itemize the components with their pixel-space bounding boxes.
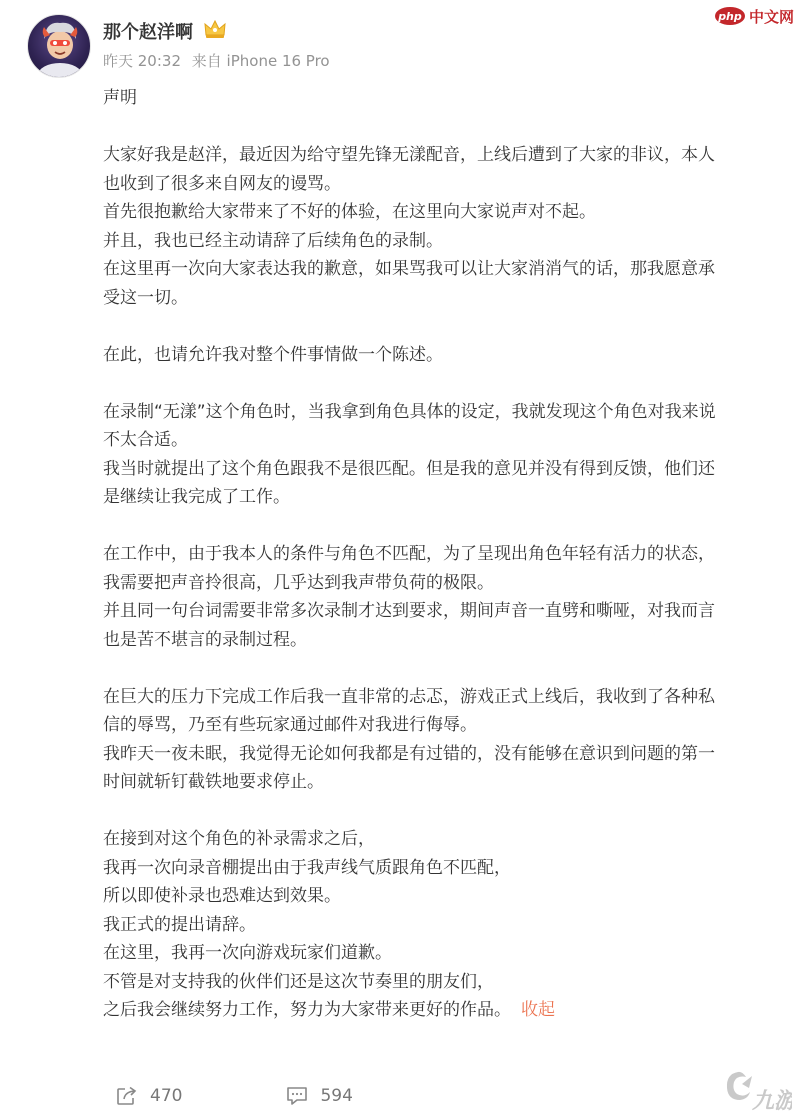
text-line: 在巨大的压力下完成工作后我一直非常的忐忑，游戏正式上线后，我收到了各种私 (103, 686, 715, 707)
paragraph (103, 540, 793, 654)
jiuyou-text: 九游 (752, 1089, 792, 1114)
text-line: 在这里再一次向大家表达我的歉意，如果骂我可以让大家消消气的话，那我愿意承 (103, 259, 715, 279)
share-arrow-icon (116, 1086, 138, 1106)
paragraph (103, 398, 793, 512)
text-line: 首先很抱歉给大家带来了不好的体验，在这里向大家说声对不起。 (103, 202, 596, 222)
repost-count: 470 (150, 1086, 183, 1106)
text-line: 时间就斩钉截铁地要求停止。 (103, 772, 324, 792)
text-line: 不管是对支持我的伙伴们还是这次节奏里的朋友们， (103, 971, 494, 992)
author-name[interactable]: 那个赵洋啊 (103, 22, 193, 43)
php-logo: php (715, 7, 745, 25)
comment-button[interactable] (286, 1086, 352, 1106)
text-line: 信的辱骂，乃至有些玩家通过邮件对我进行侮辱。 (103, 715, 477, 735)
title-line: 声明 (103, 88, 137, 108)
last-line-text: 之后我会继续努力工作，努力为大家带来更好的作品。 (103, 1000, 511, 1020)
text-line: 我当时就提出了这个角色跟我不是很匹配。但是我的意见并没有得到反馈，他们还 (103, 458, 715, 479)
text-line: 我再一次向录音棚提出由于我声线气质跟角色不匹配， (103, 857, 511, 878)
php-watermark (715, 2, 794, 30)
comment-icon (286, 1086, 308, 1106)
post-body (103, 84, 793, 1025)
text-line: 所以即使补录也恐难达到效果。 (103, 886, 341, 906)
text-line: 在工作中，由于我本人的条件与角色不匹配，为了呈现出角色年轻有活力的状态， (103, 544, 715, 564)
text-line: 我正式的提出请辞。 (103, 914, 256, 935)
text-line: 是继续让我完成了工作。 (103, 487, 290, 507)
text-line: 受这一切。 (103, 287, 188, 308)
php-site-name: 中文网 (748, 7, 794, 26)
collapse-link[interactable]: 收起 (521, 1000, 555, 1020)
crown-badge-icon (203, 18, 227, 40)
paragraph (103, 825, 793, 1025)
text-line: 我昨天一夜未眠，我觉得无论如何我都是有过错的，没有能够在意识到问题的第一 (103, 743, 715, 764)
text-line (103, 996, 793, 1025)
text-line: 我需要把声音拎很高，几乎达到我声带负荷的极限。 (103, 572, 494, 593)
text-line: 在这里，我再一次向游戏玩家们道歉。 (103, 943, 392, 963)
post-time[interactable]: 昨天 20:32 (103, 52, 181, 70)
paragraph (103, 683, 793, 797)
jiuyou-watermark (722, 1068, 792, 1114)
text-line: 在此，也请允许我对整个件事情做一个陈述。 (103, 344, 443, 365)
text-line: 并且同一句台词需要非常多次录制才达到要求，期间声音一直劈和嘶哑，对我而言 (103, 601, 715, 621)
text-line: 在接到对这个角色的补录需求之后， (103, 829, 375, 849)
text-line: 也是苦不堪言的录制过程。 (103, 629, 307, 650)
avatar[interactable] (27, 14, 91, 78)
text-line: 并且，我也已经主动请辞了后续角色的录制。 (103, 230, 443, 251)
text-line: 不太合适。 (103, 430, 188, 450)
text-line: 在录制“无漾”这个角色时，当我拿到角色具体的设定，我就发现这个角色对我来说 (103, 401, 716, 422)
post-header (27, 12, 787, 78)
text-line: 也收到了很多来自网友的谩骂。 (103, 173, 341, 194)
repost-button[interactable] (116, 1086, 182, 1106)
post-meta (103, 50, 330, 71)
comment-count: 594 (320, 1086, 353, 1106)
post-title (103, 84, 793, 113)
text-line: 大家好我是赵洋，最近因为给守望先锋无漾配音，上线后遭到了大家的非议，本人 (103, 145, 715, 165)
paragraph (103, 341, 793, 370)
paragraph (103, 141, 793, 312)
action-bar (116, 1080, 457, 1112)
post-source: 来自 iPhone 16 Pro (191, 52, 330, 70)
